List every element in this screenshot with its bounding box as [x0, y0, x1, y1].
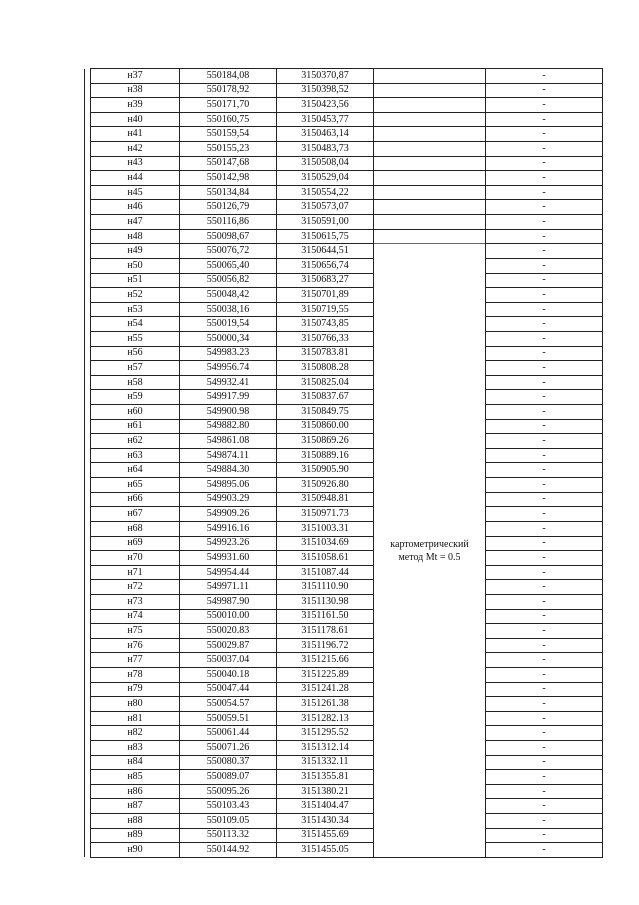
y-coordinate-cell: 3151430.34: [277, 814, 374, 829]
table-row: [85, 770, 603, 785]
y-coordinate-cell: 3150808.28: [277, 361, 374, 376]
point-id-cell: н41: [91, 127, 180, 142]
x-coordinate-cell: 550029.87: [180, 638, 277, 653]
point-id-cell: н67: [91, 507, 180, 522]
table-row: [85, 331, 603, 346]
point-id-cell: н60: [91, 405, 180, 420]
y-coordinate-cell: 3150849.75: [277, 405, 374, 420]
table-row: [85, 624, 603, 639]
y-coordinate-cell: 3151130.98: [277, 594, 374, 609]
x-coordinate-cell: 550056,82: [180, 273, 277, 288]
y-coordinate-cell: 3150869.26: [277, 434, 374, 449]
accuracy-cell: -: [486, 331, 603, 346]
method-line-2: метод Mt = 0.5: [398, 551, 461, 563]
x-coordinate-cell: 549903.29: [180, 492, 277, 507]
table-row: [85, 69, 603, 84]
y-coordinate-cell: 3150860.00: [277, 419, 374, 434]
x-coordinate-cell: 550113.32: [180, 828, 277, 843]
accuracy-cell: -: [486, 697, 603, 712]
y-coordinate-cell: 3151455.05: [277, 843, 374, 858]
accuracy-cell: -: [486, 726, 603, 741]
accuracy-cell: -: [486, 229, 603, 244]
table-row: [85, 667, 603, 682]
accuracy-cell: -: [486, 565, 603, 580]
table-row: [85, 302, 603, 317]
point-id-cell: н70: [91, 551, 180, 566]
point-id-cell: н54: [91, 317, 180, 332]
point-id-cell: н90: [91, 843, 180, 858]
table-row: [85, 185, 603, 200]
x-coordinate-cell: 549917.99: [180, 390, 277, 405]
x-coordinate-cell: 550037.04: [180, 653, 277, 668]
x-coordinate-cell: 550019,54: [180, 317, 277, 332]
y-coordinate-cell: 3151295.52: [277, 726, 374, 741]
table-row: [85, 536, 603, 551]
table-row: [85, 478, 603, 493]
y-coordinate-cell: 3151312.14: [277, 741, 374, 756]
point-id-cell: н66: [91, 492, 180, 507]
accuracy-cell: -: [486, 346, 603, 361]
table-row: [85, 98, 603, 113]
table-row: [85, 419, 603, 434]
y-coordinate-cell: 3151087.44: [277, 565, 374, 580]
x-coordinate-cell: 549916.16: [180, 521, 277, 536]
table-row: [85, 390, 603, 405]
point-id-cell: н49: [91, 244, 180, 259]
accuracy-cell: -: [486, 653, 603, 668]
point-id-cell: н86: [91, 784, 180, 799]
point-id-cell: н45: [91, 185, 180, 200]
accuracy-cell: -: [486, 478, 603, 493]
y-coordinate-cell: 3151034.69: [277, 536, 374, 551]
method-cell: [374, 215, 486, 230]
accuracy-cell: -: [486, 682, 603, 697]
y-coordinate-cell: 3151455.69: [277, 828, 374, 843]
table-row: [85, 755, 603, 770]
table-row: [85, 244, 603, 259]
table-row: [85, 799, 603, 814]
table-row: [85, 653, 603, 668]
y-coordinate-cell: 3150508,04: [277, 156, 374, 171]
accuracy-cell: -: [486, 609, 603, 624]
point-id-cell: н48: [91, 229, 180, 244]
table-row: [85, 594, 603, 609]
x-coordinate-cell: 550047.44: [180, 682, 277, 697]
accuracy-cell: -: [486, 492, 603, 507]
x-coordinate-cell: 550126,79: [180, 200, 277, 215]
accuracy-cell: -: [486, 215, 603, 230]
method-cell: [374, 229, 486, 244]
point-id-cell: н76: [91, 638, 180, 653]
y-coordinate-cell: 3150529,04: [277, 171, 374, 186]
y-coordinate-cell: 3150837.67: [277, 390, 374, 405]
x-coordinate-cell: 550103.43: [180, 799, 277, 814]
y-coordinate-cell: 3151225.89: [277, 667, 374, 682]
accuracy-cell: -: [486, 317, 603, 332]
y-coordinate-cell: 3150656,74: [277, 258, 374, 273]
table-row: [85, 215, 603, 230]
accuracy-cell: -: [486, 390, 603, 405]
table-row: [85, 741, 603, 756]
y-coordinate-cell: 3150743,85: [277, 317, 374, 332]
x-coordinate-cell: 550178,92: [180, 83, 277, 98]
point-id-cell: н81: [91, 711, 180, 726]
point-id-cell: н88: [91, 814, 180, 829]
x-coordinate-cell: 550116,86: [180, 215, 277, 230]
table-row: [85, 229, 603, 244]
x-coordinate-cell: 550171,70: [180, 98, 277, 113]
accuracy-cell: -: [486, 594, 603, 609]
point-id-cell: н73: [91, 594, 180, 609]
accuracy-cell: -: [486, 828, 603, 843]
table-row: [85, 434, 603, 449]
method-cell: [374, 200, 486, 215]
point-id-cell: н82: [91, 726, 180, 741]
table-row: [85, 492, 603, 507]
table-row: [85, 317, 603, 332]
x-coordinate-cell: 550095.26: [180, 784, 277, 799]
table-row: [85, 814, 603, 829]
x-coordinate-cell: 549983.23: [180, 346, 277, 361]
y-coordinate-cell: 3150463,14: [277, 127, 374, 142]
y-coordinate-cell: 3150644,51: [277, 244, 374, 259]
y-coordinate-cell: 3150971.73: [277, 507, 374, 522]
point-id-cell: н57: [91, 361, 180, 376]
point-id-cell: н78: [91, 667, 180, 682]
accuracy-cell: -: [486, 580, 603, 595]
accuracy-cell: -: [486, 624, 603, 639]
accuracy-cell: -: [486, 273, 603, 288]
table-row: [85, 551, 603, 566]
x-coordinate-cell: 550184,08: [180, 69, 277, 84]
y-coordinate-cell: 3150783.81: [277, 346, 374, 361]
accuracy-cell: -: [486, 434, 603, 449]
point-id-cell: н77: [91, 653, 180, 668]
table-row: [85, 784, 603, 799]
y-coordinate-cell: 3151178.61: [277, 624, 374, 639]
y-coordinate-cell: 3150398,52: [277, 83, 374, 98]
y-coordinate-cell: 3150573,07: [277, 200, 374, 215]
method-cell: [374, 98, 486, 113]
accuracy-cell: -: [486, 784, 603, 799]
y-coordinate-cell: 3150926.80: [277, 478, 374, 493]
point-id-cell: н55: [91, 331, 180, 346]
x-coordinate-cell: 550159,54: [180, 127, 277, 142]
table-row: [85, 828, 603, 843]
accuracy-cell: -: [486, 843, 603, 858]
x-coordinate-cell: 550134,84: [180, 185, 277, 200]
accuracy-cell: -: [486, 258, 603, 273]
accuracy-cell: -: [486, 171, 603, 186]
accuracy-cell: -: [486, 536, 603, 551]
y-coordinate-cell: 3151261.38: [277, 697, 374, 712]
x-coordinate-cell: 550048,42: [180, 288, 277, 303]
point-id-cell: н37: [91, 69, 180, 84]
table-row: [85, 448, 603, 463]
point-id-cell: н83: [91, 741, 180, 756]
point-id-cell: н87: [91, 799, 180, 814]
table-row: [85, 346, 603, 361]
point-id-cell: н89: [91, 828, 180, 843]
accuracy-cell: -: [486, 638, 603, 653]
table-row: [85, 521, 603, 536]
x-coordinate-cell: 549954.44: [180, 565, 277, 580]
table-row: [85, 127, 603, 142]
x-coordinate-cell: 549909.26: [180, 507, 277, 522]
coordinates-table-body: [85, 69, 603, 858]
y-coordinate-cell: 3150370,87: [277, 69, 374, 84]
point-id-cell: н79: [91, 682, 180, 697]
accuracy-cell: -: [486, 142, 603, 157]
x-coordinate-cell: 549895.06: [180, 478, 277, 493]
y-coordinate-cell: 3151110.90: [277, 580, 374, 595]
table-row: [85, 405, 603, 420]
point-id-cell: н72: [91, 580, 180, 595]
x-coordinate-cell: 549900.98: [180, 405, 277, 420]
x-coordinate-cell: 550059.51: [180, 711, 277, 726]
x-coordinate-cell: 550160,75: [180, 112, 277, 127]
x-coordinate-cell: 549956.74: [180, 361, 277, 376]
accuracy-cell: -: [486, 507, 603, 522]
table-row: [85, 711, 603, 726]
x-coordinate-cell: 550038,16: [180, 302, 277, 317]
point-id-cell: н50: [91, 258, 180, 273]
accuracy-cell: -: [486, 667, 603, 682]
point-id-cell: н51: [91, 273, 180, 288]
y-coordinate-cell: 3151161.50: [277, 609, 374, 624]
method-cell: [374, 127, 486, 142]
method-merged-cell: [374, 244, 486, 858]
method-cell: [374, 112, 486, 127]
accuracy-cell: -: [486, 185, 603, 200]
x-coordinate-cell: 549987.90: [180, 594, 277, 609]
table-row: [85, 682, 603, 697]
table-row: [85, 565, 603, 580]
table-row: [85, 638, 603, 653]
point-id-cell: н56: [91, 346, 180, 361]
point-id-cell: н40: [91, 112, 180, 127]
y-coordinate-cell: 3150825.04: [277, 375, 374, 390]
method-cell: [374, 142, 486, 157]
x-coordinate-cell: 549874.11: [180, 448, 277, 463]
accuracy-cell: -: [486, 288, 603, 303]
y-coordinate-cell: 3150591,00: [277, 215, 374, 230]
table-row: [85, 609, 603, 624]
method-cell: [374, 156, 486, 171]
accuracy-cell: -: [486, 405, 603, 420]
x-coordinate-cell: 550142,98: [180, 171, 277, 186]
accuracy-cell: -: [486, 200, 603, 215]
method-cell: [374, 69, 486, 84]
table-row: [85, 273, 603, 288]
table-row: [85, 156, 603, 171]
x-coordinate-cell: 549884.30: [180, 463, 277, 478]
table-row: [85, 112, 603, 127]
y-coordinate-cell: 3150615,75: [277, 229, 374, 244]
point-id-cell: н39: [91, 98, 180, 113]
point-id-cell: н59: [91, 390, 180, 405]
y-coordinate-cell: 3150889.16: [277, 448, 374, 463]
y-coordinate-cell: 3150423,56: [277, 98, 374, 113]
point-id-cell: н69: [91, 536, 180, 551]
point-id-cell: н80: [91, 697, 180, 712]
method-cell: [374, 185, 486, 200]
y-coordinate-cell: 3150701,89: [277, 288, 374, 303]
point-id-cell: н43: [91, 156, 180, 171]
accuracy-cell: -: [486, 127, 603, 142]
method-cell: [374, 83, 486, 98]
table-row: [85, 83, 603, 98]
accuracy-cell: -: [486, 770, 603, 785]
point-id-cell: н53: [91, 302, 180, 317]
point-id-cell: н63: [91, 448, 180, 463]
accuracy-cell: -: [486, 244, 603, 259]
accuracy-cell: -: [486, 521, 603, 536]
y-coordinate-cell: 3150905.90: [277, 463, 374, 478]
accuracy-cell: -: [486, 463, 603, 478]
x-coordinate-cell: 550109.05: [180, 814, 277, 829]
accuracy-cell: -: [486, 741, 603, 756]
y-coordinate-cell: 3151355.81: [277, 770, 374, 785]
table-row: [85, 726, 603, 741]
accuracy-cell: -: [486, 302, 603, 317]
x-coordinate-cell: 549932.41: [180, 375, 277, 390]
x-coordinate-cell: 549882.80: [180, 419, 277, 434]
table-row: [85, 142, 603, 157]
accuracy-cell: -: [486, 419, 603, 434]
y-coordinate-cell: 3150683,27: [277, 273, 374, 288]
coordinates-table: [84, 68, 603, 858]
y-coordinate-cell: 3150719,55: [277, 302, 374, 317]
x-coordinate-cell: 550061.44: [180, 726, 277, 741]
x-coordinate-cell: 550071.26: [180, 741, 277, 756]
y-coordinate-cell: 3151215.66: [277, 653, 374, 668]
accuracy-cell: -: [486, 755, 603, 770]
table-row: [85, 258, 603, 273]
x-coordinate-cell: 550040.18: [180, 667, 277, 682]
accuracy-cell: -: [486, 814, 603, 829]
point-id-cell: н47: [91, 215, 180, 230]
point-id-cell: н42: [91, 142, 180, 157]
table-row: [85, 200, 603, 215]
point-id-cell: н84: [91, 755, 180, 770]
y-coordinate-cell: 3150554,22: [277, 185, 374, 200]
point-id-cell: н64: [91, 463, 180, 478]
x-coordinate-cell: 550076,72: [180, 244, 277, 259]
x-coordinate-cell: 550089.07: [180, 770, 277, 785]
accuracy-cell: -: [486, 112, 603, 127]
accuracy-cell: -: [486, 711, 603, 726]
table-row: [85, 697, 603, 712]
table-row: [85, 375, 603, 390]
point-id-cell: н44: [91, 171, 180, 186]
point-id-cell: н75: [91, 624, 180, 639]
y-coordinate-cell: 3151404.47: [277, 799, 374, 814]
point-id-cell: н52: [91, 288, 180, 303]
table-row: [85, 361, 603, 376]
accuracy-cell: -: [486, 799, 603, 814]
x-coordinate-cell: 550000,34: [180, 331, 277, 346]
x-coordinate-cell: 550020.83: [180, 624, 277, 639]
point-id-cell: н74: [91, 609, 180, 624]
x-coordinate-cell: 550155,23: [180, 142, 277, 157]
accuracy-cell: -: [486, 69, 603, 84]
y-coordinate-cell: 3151058.61: [277, 551, 374, 566]
accuracy-cell: -: [486, 448, 603, 463]
point-id-cell: н85: [91, 770, 180, 785]
point-id-cell: н38: [91, 83, 180, 98]
table-row: [85, 288, 603, 303]
table-row: [85, 507, 603, 522]
method-cell: [374, 171, 486, 186]
x-coordinate-cell: 549931.60: [180, 551, 277, 566]
accuracy-cell: -: [486, 375, 603, 390]
point-id-cell: н58: [91, 375, 180, 390]
point-id-cell: н61: [91, 419, 180, 434]
y-coordinate-cell: 3151003.31: [277, 521, 374, 536]
x-coordinate-cell: 550098,67: [180, 229, 277, 244]
point-id-cell: н65: [91, 478, 180, 493]
y-coordinate-cell: 3150453,77: [277, 112, 374, 127]
y-coordinate-cell: 3151332.11: [277, 755, 374, 770]
point-id-cell: н71: [91, 565, 180, 580]
x-coordinate-cell: 550080.37: [180, 755, 277, 770]
x-coordinate-cell: 550010.00: [180, 609, 277, 624]
y-coordinate-cell: 3151282.13: [277, 711, 374, 726]
table-row: [85, 171, 603, 186]
x-coordinate-cell: 550054.57: [180, 697, 277, 712]
x-coordinate-cell: 549923.26: [180, 536, 277, 551]
x-coordinate-cell: 550144.92: [180, 843, 277, 858]
x-coordinate-cell: 550065,40: [180, 258, 277, 273]
accuracy-cell: -: [486, 83, 603, 98]
y-coordinate-cell: 3150948.81: [277, 492, 374, 507]
y-coordinate-cell: 3150766,33: [277, 331, 374, 346]
table-row: [85, 463, 603, 478]
y-coordinate-cell: 3151380.21: [277, 784, 374, 799]
y-coordinate-cell: 3150483,73: [277, 142, 374, 157]
y-coordinate-cell: 3151241.28: [277, 682, 374, 697]
point-id-cell: н62: [91, 434, 180, 449]
x-coordinate-cell: 549971.11: [180, 580, 277, 595]
table-row: [85, 843, 603, 858]
table-row: [85, 580, 603, 595]
point-id-cell: н68: [91, 521, 180, 536]
x-coordinate-cell: 549861.08: [180, 434, 277, 449]
method-line-1: картометрический: [390, 538, 469, 550]
accuracy-cell: -: [486, 361, 603, 376]
accuracy-cell: -: [486, 98, 603, 113]
accuracy-cell: -: [486, 156, 603, 171]
point-id-cell: н46: [91, 200, 180, 215]
accuracy-cell: -: [486, 551, 603, 566]
x-coordinate-cell: 550147,68: [180, 156, 277, 171]
y-coordinate-cell: 3151196.72: [277, 638, 374, 653]
